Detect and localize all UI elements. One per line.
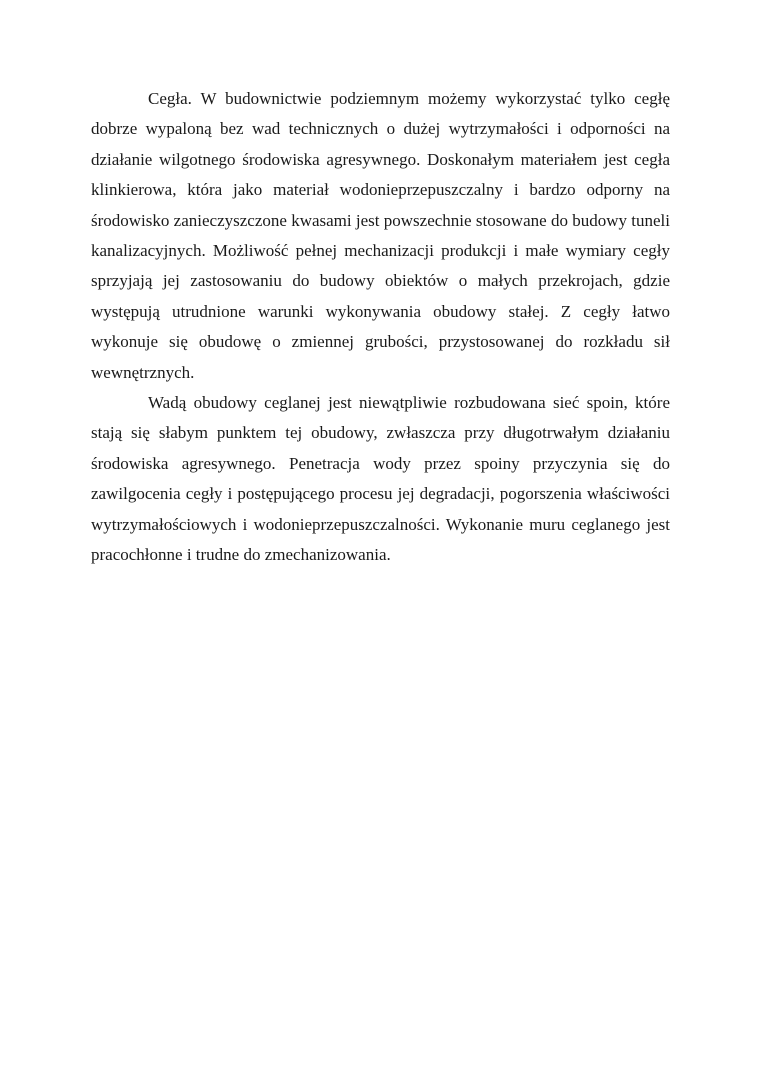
paragraph-brick-drawbacks: Wadą obudowy ceglanej jest niewątpliwie rozbudowana sieć spoin, które stają się słabym punktem tej obudowy, zwłaszcza przy długotrwałym działaniu środowiska agresywnego. Penetracja wody przez spoiny przyczynia się do zawilgocenia cegły i postępującego procesu jej degradacji, pogorszenia właściwości wytrzymałościowych i wodonieprzepuszczalności. Wykonanie muru ceglanego jest pracochłonne i trudne do zmechanizowania.: [91, 393, 670, 565]
paragraph-brick: Cegła. W budownictwie podziemnym możemy wykorzystać tylko cegłę dobrze wypaloną bez wad technicznych o dużej wytrzymałości i odporności na działanie wilgotnego środowiska agresywnego. Doskonałym materiałem jest cegła klinkierowa, która jako materiał wodonieprzepuszczalny i bardzo odporny na środowisko zanieczyszczone kwasami jest powszechnie stosowane do budowy tuneli kanalizacyjnych. Możliwość pełnej mechanizacji produkcji i małe wymiary cegły sprzyjają jej zastosowaniu do budowy obiektów o małych przekrojach, gdzie występują utrudnione warunki wykonywania obudowy stałej. Z cegły łatwo wykonuje się obudowę o zmiennej grubości, przystosowanej do rozkładu sił wewnętrznych.: [91, 89, 670, 382]
document-body: [91, 84, 670, 571]
